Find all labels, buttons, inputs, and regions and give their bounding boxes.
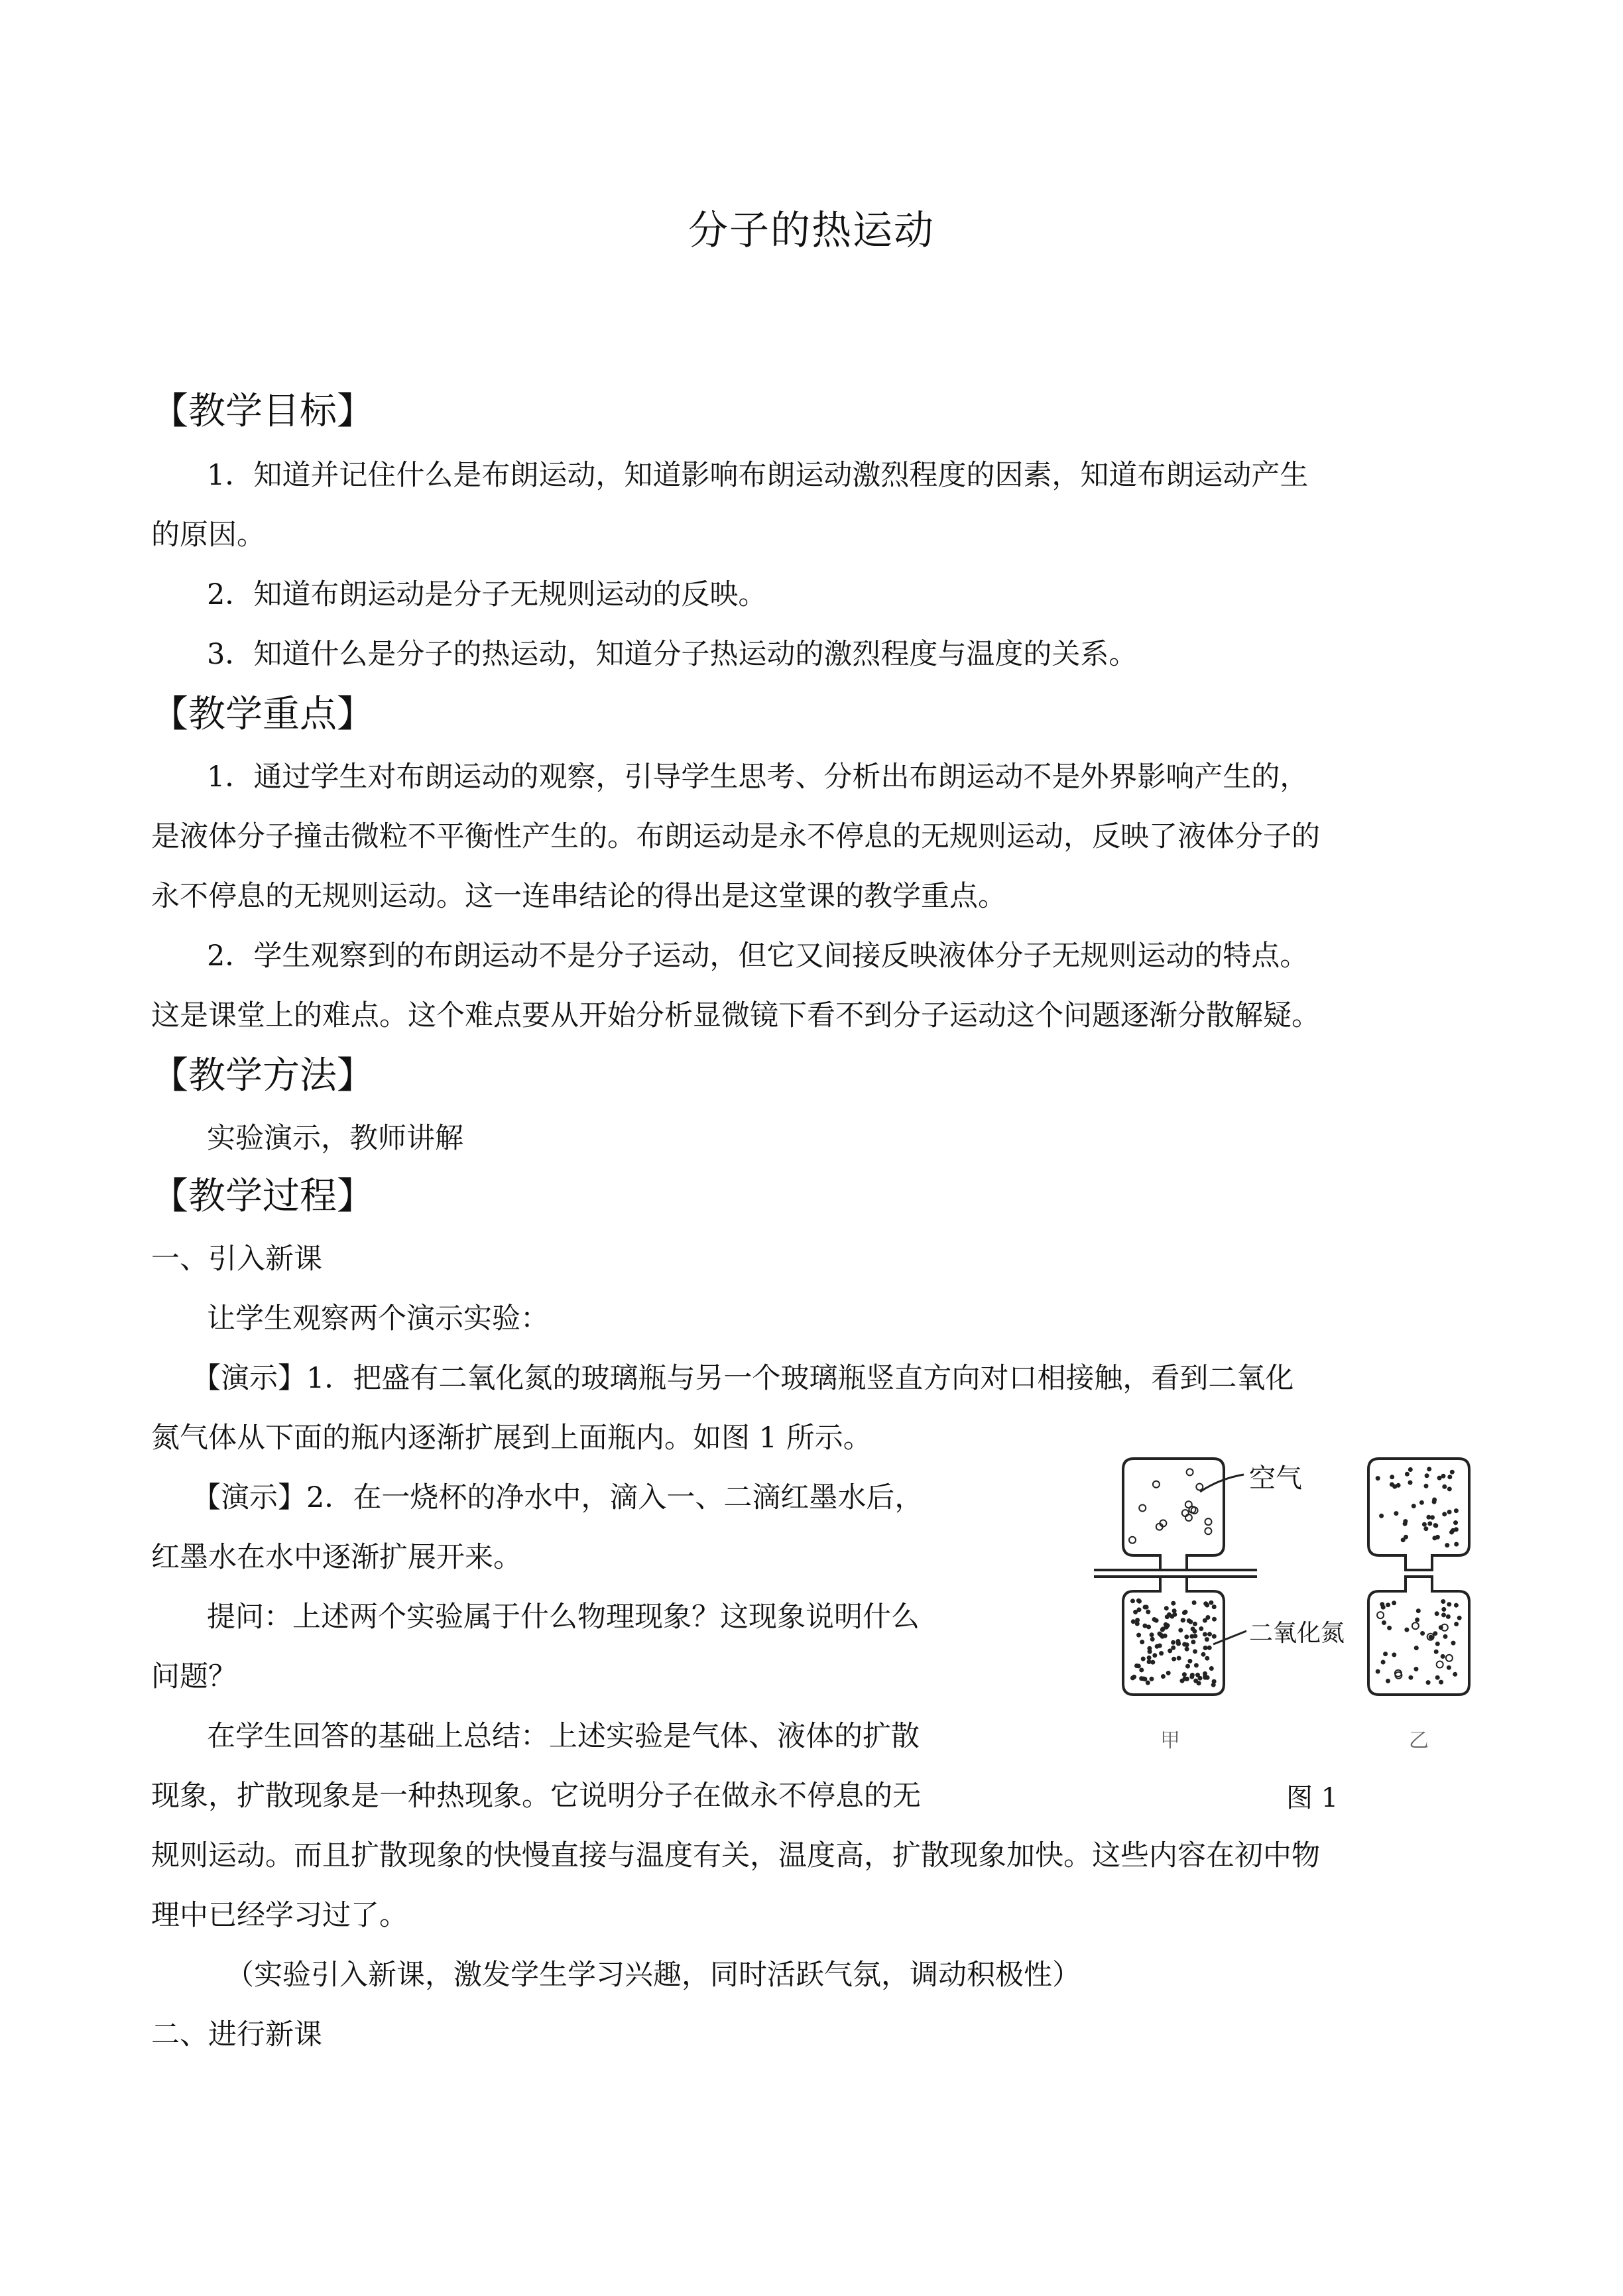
particle-dot: [1446, 1655, 1453, 1662]
particle-dot: [1147, 1660, 1152, 1664]
particle-dot: [1212, 1634, 1217, 1639]
particle-dot: [1416, 1608, 1421, 1613]
particle-dot: [1150, 1632, 1154, 1637]
particle-dot: [1172, 1657, 1176, 1662]
particle-dot: [1146, 1624, 1151, 1629]
process-line-10: 现象，扩散现象是一种热现象。它说明分子在做永不停息的无: [151, 1780, 921, 1813]
particle-dot: [1408, 1675, 1413, 1680]
particle-dot: [1144, 1605, 1149, 1610]
particle-dot: [1142, 1677, 1147, 1681]
particle-dot: [1205, 1518, 1212, 1525]
particle-dot: [1441, 1654, 1445, 1659]
particle-dot: [1181, 1618, 1185, 1622]
particle-dot: [1187, 1659, 1192, 1663]
particle-dot: [1386, 1679, 1390, 1683]
particle-dot: [1193, 1649, 1197, 1654]
particle-dot: [1171, 1640, 1175, 1645]
particle-dot: [1132, 1675, 1136, 1679]
particle-dot: [1454, 1603, 1459, 1608]
particle-dot: [1201, 1652, 1206, 1657]
particle-dot: [1401, 1538, 1406, 1542]
particle-dot: [1203, 1671, 1207, 1676]
goals-line-1: 1．知道并记住什么是布朗运动，知道影响布朗运动激烈程度的因素，知道布朗运动产生: [207, 459, 1309, 492]
particle-dot: [1193, 1622, 1197, 1626]
particle-dot: [1171, 1601, 1175, 1606]
particle-dot: [1205, 1528, 1211, 1534]
particle-dot: [1437, 1476, 1442, 1480]
particle-dot: [1164, 1625, 1169, 1630]
particle-dot: [1449, 1530, 1454, 1535]
process-line-6: 红墨水在水中逐渐扩展开来。: [151, 1541, 522, 1574]
particle-dot: [1451, 1641, 1456, 1646]
particle-dot: [1443, 1634, 1448, 1639]
process-line-13: （实验引入新课，激发学生学习兴趣，同时活跃气氛，调动积极性）: [225, 1959, 1081, 1992]
key-line-4: 2．学生观察到的布朗运动不是分子运动，但它又间接反映液体分子无规则运动的特点。: [207, 939, 1309, 973]
particle-dot: [1212, 1617, 1217, 1622]
particle-dot: [1130, 1599, 1135, 1603]
particle-dot: [1131, 1619, 1136, 1624]
particle-dot: [1379, 1514, 1384, 1518]
particle-dot: [1136, 1633, 1141, 1638]
particle-dot: [1139, 1667, 1144, 1672]
process-line-2: 让学生观察两个演示实验：: [207, 1302, 549, 1335]
goals-line-4: 3．知道什么是分子的热运动，知道分子热运动的激烈程度与温度的关系。: [207, 638, 1138, 671]
particle-dot: [1415, 1618, 1419, 1622]
particle-dot: [1445, 1543, 1449, 1547]
process-line-14: 二、进行新课: [151, 2018, 322, 2051]
figure-label-air: 空气: [1249, 1463, 1302, 1494]
particle-dot: [1198, 1676, 1203, 1681]
particle-dot: [1376, 1476, 1380, 1480]
particle-dot: [1203, 1601, 1208, 1606]
particle-dot: [1442, 1512, 1447, 1516]
particle-dot: [1387, 1626, 1392, 1630]
particle-dot: [1404, 1628, 1409, 1632]
particle-dot: [1435, 1642, 1440, 1646]
particle-dot: [1392, 1601, 1396, 1605]
particle-dot: [1390, 1482, 1394, 1487]
particle-dot: [1146, 1610, 1150, 1614]
particle-dot: [1163, 1634, 1168, 1638]
particle-dot: [1185, 1642, 1189, 1647]
particle-dot: [1432, 1536, 1437, 1540]
particle-dot: [1194, 1663, 1199, 1667]
particle-dot: [1412, 1504, 1416, 1508]
particle-dot: [1377, 1612, 1384, 1618]
particle-dot: [1437, 1662, 1443, 1668]
goals-line-2: 的原因。: [151, 518, 265, 552]
particle-dot: [1171, 1646, 1175, 1650]
particle-dot: [1199, 1626, 1203, 1631]
process-line-3: 【演示】1．把盛有二氧化氮的玻璃瓶与另一个玻璃瓶竖直方向对口相接触，看到二氧化: [192, 1362, 1294, 1395]
particle-dot: [1390, 1475, 1394, 1479]
particle-dot: [1196, 1484, 1203, 1490]
particle-dot: [1152, 1653, 1157, 1658]
particle-dot: [1408, 1480, 1413, 1485]
particle-dot: [1192, 1629, 1197, 1634]
heading-methods: 【教学方法】: [151, 1054, 374, 1097]
particle-dot: [1155, 1644, 1160, 1649]
particle-dot: [1182, 1672, 1187, 1677]
particle-dot: [1453, 1520, 1458, 1525]
figure-label-right: 乙: [1409, 1729, 1429, 1752]
particle-dot: [1408, 1467, 1413, 1472]
particle-dot: [1159, 1651, 1164, 1656]
particle-dot: [1432, 1498, 1437, 1502]
particle-dot: [1435, 1675, 1440, 1680]
particle-dot: [1426, 1515, 1431, 1520]
particle-dot: [1180, 1679, 1185, 1683]
particle-dot: [1185, 1514, 1192, 1521]
particle-dot: [1447, 1486, 1452, 1491]
figure-caption: 图 1: [1286, 1783, 1339, 1813]
particle-dot: [1191, 1640, 1195, 1644]
particle-dot: [1184, 1634, 1189, 1639]
particle-dot: [1178, 1628, 1183, 1632]
particle-dot: [1396, 1483, 1401, 1488]
particle-dot: [1414, 1646, 1419, 1650]
particle-dot: [1435, 1611, 1439, 1616]
methods-line-1: 实验演示，教师讲解: [207, 1122, 463, 1155]
particle-dot: [1447, 1510, 1452, 1514]
particle-dot: [1427, 1467, 1431, 1471]
particle-dot: [1426, 1680, 1431, 1685]
particle-dot: [1441, 1612, 1446, 1617]
particle-dot: [1192, 1601, 1197, 1605]
particle-dot: [1182, 1510, 1189, 1516]
particle-dot: [1376, 1669, 1380, 1674]
particle-dot: [1211, 1683, 1216, 1687]
particle-dot: [1203, 1646, 1208, 1650]
particle-dot: [1412, 1622, 1419, 1629]
particle-dot: [1422, 1522, 1427, 1527]
particle-dot: [1209, 1666, 1214, 1671]
particle-dot: [1447, 1602, 1451, 1606]
particle-dot: [1153, 1481, 1160, 1488]
particle-dot: [1381, 1605, 1386, 1610]
particle-dot: [1394, 1511, 1398, 1516]
heading-key-points: 【教学重点】: [151, 693, 374, 736]
particle-dot: [1183, 1610, 1188, 1614]
particle-dot: [1189, 1634, 1194, 1639]
figure-label-left: 甲: [1160, 1729, 1180, 1752]
particle-dot: [1450, 1470, 1455, 1475]
particle-dot: [1392, 1652, 1396, 1657]
particle-dot: [1427, 1522, 1432, 1526]
particle-dot: [1441, 1599, 1445, 1604]
particle-dot: [1150, 1677, 1154, 1681]
particle-dot: [1129, 1537, 1136, 1543]
particle-dot: [1442, 1484, 1447, 1489]
key-line-1: 1．通过学生对布朗运动的观察，引导学生思考、分析出布朗运动不是外界影响产生的，: [207, 760, 1309, 794]
particle-dot: [1154, 1618, 1159, 1623]
particle-dot: [1423, 1526, 1428, 1531]
process-line-1: 一、引入新课: [151, 1242, 322, 1276]
particle-dot: [1167, 1612, 1172, 1617]
particle-dot: [1454, 1542, 1459, 1547]
key-line-5: 这是课堂上的难点。这个难点要从开始分析显微镜下看不到分子运动这个问题逐渐分散解疑。: [151, 999, 1320, 1032]
particle-dot: [1189, 1675, 1194, 1679]
key-line-3: 永不停息的无规则运动。这一连串结论的得出是这堂课的教学重点。: [151, 880, 1006, 913]
goals-line-3: 2．知道布朗运动是分子无规则运动的反映。: [207, 578, 767, 611]
particle-dot: [1197, 1681, 1201, 1685]
particle-dot: [1382, 1620, 1386, 1625]
particle-dot: [1383, 1652, 1388, 1656]
particle-dot: [1166, 1671, 1171, 1675]
particle-dot: [1160, 1628, 1165, 1632]
particle-dot: [1172, 1608, 1177, 1613]
heading-process: 【教学过程】: [151, 1175, 374, 1218]
particle-dot: [1135, 1618, 1140, 1622]
particle-dot: [1147, 1656, 1152, 1660]
particle-dot: [1177, 1656, 1181, 1661]
heading-goals: 【教学目标】: [151, 390, 374, 433]
particle-dot: [1146, 1681, 1150, 1685]
particle-dot: [1420, 1631, 1425, 1636]
process-line-12: 理中已经学习过了。: [151, 1899, 408, 1932]
particle-dot: [1137, 1607, 1142, 1612]
particle-dot: [1441, 1607, 1446, 1612]
particle-dot: [1434, 1650, 1439, 1654]
particle-dot: [1140, 1640, 1144, 1644]
particle-dot: [1447, 1475, 1452, 1479]
particle-dot: [1203, 1632, 1207, 1637]
particle-dot: [1454, 1622, 1459, 1626]
particle-dot: [1141, 1657, 1146, 1662]
process-line-11: 规则运动。而且扩散现象的快慢直接与温度有关，温度高，扩散现象加快。这些内容在初中物: [151, 1839, 1320, 1872]
particle-dot: [1205, 1656, 1209, 1661]
particle-dot: [1405, 1472, 1410, 1477]
particle-dot: [1185, 1647, 1189, 1652]
particle-dot: [1187, 1469, 1193, 1475]
process-line-9: 在学生回答的基础上总结：上述实验是气体、液体的扩散: [207, 1720, 920, 1753]
particle-dot: [1207, 1632, 1212, 1636]
particle-dot: [1136, 1663, 1141, 1668]
particle-dot: [1447, 1665, 1451, 1670]
process-line-5: 【演示】2．在一烧杯的净水中，滴入一、二滴红墨水后，: [192, 1481, 924, 1514]
particle-dot: [1176, 1639, 1181, 1644]
particle-dot: [1150, 1637, 1155, 1642]
particle-dot: [1209, 1601, 1213, 1605]
particle-dot: [1454, 1508, 1459, 1513]
particle-dot: [1148, 1650, 1152, 1654]
key-line-2: 是液体分子撞击微粒不平衡性产生的。布朗运动是永不停息的无规则运动，反映了液体分子的: [151, 820, 1320, 853]
particle-dot: [1457, 1616, 1462, 1620]
particle-dot: [1207, 1646, 1212, 1650]
process-line-8: 问题？: [151, 1660, 237, 1693]
particle-dot: [1424, 1484, 1429, 1488]
particle-dot: [1433, 1523, 1438, 1528]
particle-dot: [1381, 1660, 1386, 1665]
process-line-7: 提问：上述两个实验属于什么物理现象？这现象说明什么: [207, 1601, 920, 1634]
particle-dot: [1453, 1672, 1457, 1677]
figure-1-diffusion-bottles: [1087, 1445, 1485, 1817]
particle-dot: [1403, 1522, 1408, 1526]
particle-dot: [1414, 1667, 1419, 1671]
particle-dot: [1185, 1664, 1190, 1669]
particle-dot: [1159, 1633, 1164, 1638]
figure-label-no2: 二氧化氮: [1249, 1620, 1345, 1647]
particle-dot: [1139, 1505, 1146, 1512]
particle-dot: [1212, 1604, 1217, 1609]
page-title: 分子的热运动: [688, 208, 935, 254]
particle-dot: [1137, 1599, 1142, 1604]
particle-dot: [1205, 1637, 1209, 1642]
particle-dot: [1164, 1606, 1169, 1610]
particle-dot: [1185, 1501, 1192, 1508]
particle-dot: [1205, 1615, 1210, 1620]
particle-dot: [1187, 1618, 1191, 1623]
particle-dot: [1425, 1473, 1429, 1478]
particle-dot: [1446, 1614, 1451, 1619]
particle-dot: [1439, 1680, 1443, 1685]
particle-dot: [1161, 1674, 1166, 1679]
particle-dot: [1386, 1602, 1390, 1607]
particle-dot: [1419, 1500, 1424, 1505]
process-line-4: 氮气体从下面的瓶内逐渐扩展到上面瓶内。如图 1 所示。: [151, 1421, 872, 1455]
